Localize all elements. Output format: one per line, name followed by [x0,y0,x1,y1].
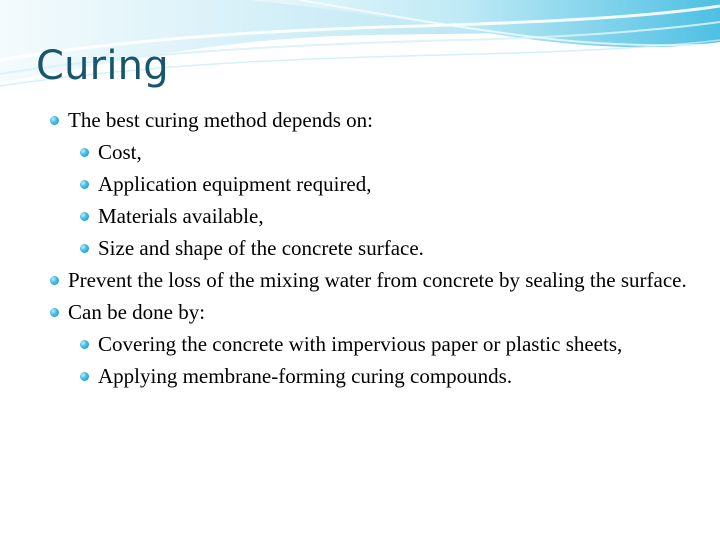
bullet-text: Can be done by: [68,300,206,324]
bullet-text: Materials available, [98,204,264,228]
sub-bullet-item [48,170,688,198]
bullet-text: Cost, [98,140,142,164]
bullet-text: Size and shape of the concrete surface. [98,236,424,260]
bullet-text: Applying membrane-forming curing compounds. [98,364,513,388]
round-bullet-icon [50,276,59,285]
bullet-text: Covering the concrete with impervious paper or plastic sheets, [98,332,623,356]
bullet-item [48,266,688,294]
round-bullet-icon [50,116,59,125]
sub-bullet-item [48,362,688,390]
round-bullet-icon [80,372,89,381]
sub-bullet-item [48,234,688,262]
round-bullet-icon [80,180,89,189]
bullet-item [48,106,688,134]
bullet-text: Application equipment required, [98,172,372,196]
round-bullet-icon [80,148,89,157]
round-bullet-icon [50,308,59,317]
sub-bullet-item [48,330,688,358]
sub-bullet-item [48,202,688,230]
bullet-text: The best curing method depends on: [68,108,374,132]
sub-bullet-item [48,138,688,166]
bullet-text: Prevent the loss of the mixing water from concrete by sealing the surface. [68,268,687,292]
bullet-list [48,106,688,390]
round-bullet-icon [80,244,89,253]
round-bullet-icon [80,340,89,349]
round-bullet-icon [80,212,89,221]
slide-title: Curing [36,43,169,89]
bullet-item [48,298,688,326]
